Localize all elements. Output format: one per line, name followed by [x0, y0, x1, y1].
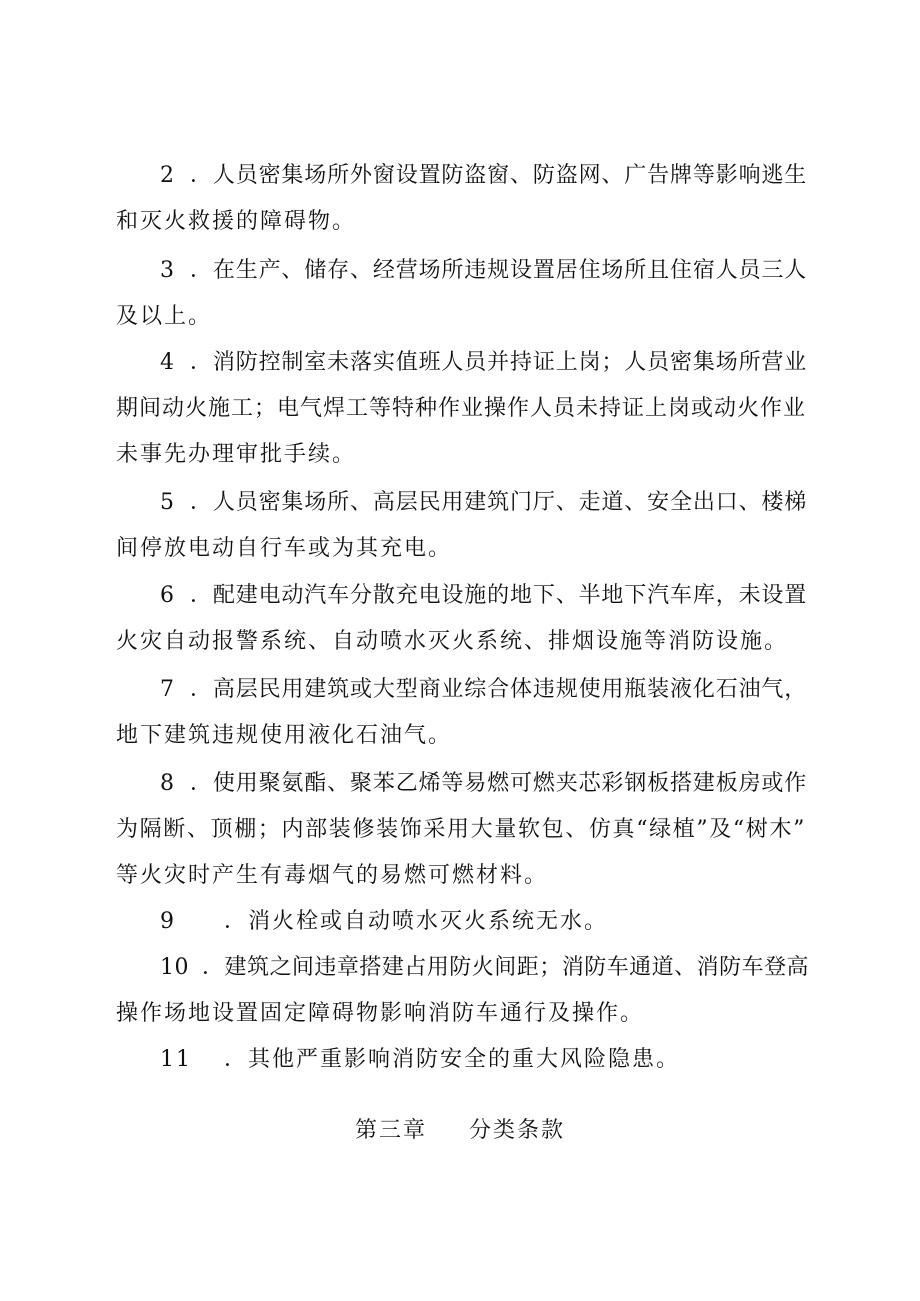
item-number: 10 [160, 955, 189, 980]
chapter-title: 分类条款 [469, 1118, 566, 1143]
text-line [116, 573, 806, 619]
chapter-number: 第三章 [354, 1118, 427, 1143]
item-number: 2 [160, 163, 175, 188]
text-line [116, 667, 806, 713]
list-item-8 [116, 761, 806, 899]
item-number: 9 [160, 909, 176, 934]
list-item-11 [116, 1037, 806, 1083]
item-text: ．消防控制室未落实值班人员并持证上岗；人员密集场所营业 [190, 350, 808, 375]
item-number: 5 [160, 490, 175, 515]
text-line: 及以上。 [116, 304, 213, 329]
item-number: 3 [160, 258, 175, 283]
list-item-10 [116, 945, 810, 1037]
text-line: 地下建筑违规使用液化石油气。 [116, 723, 453, 748]
text-line: 等火灾时产生有毒烟气的易燃可燃材料。 [116, 863, 549, 888]
item-number: 4 [160, 350, 175, 375]
text-line [116, 480, 806, 526]
item-text: ．建筑之间违章搭建占用防火间距；消防车通道、消防车登高 [202, 955, 810, 980]
text-line [116, 248, 806, 294]
list-item-7 [116, 667, 806, 759]
list-item-3 [116, 248, 806, 340]
text-line [116, 761, 806, 807]
text-line: 操作场地设置固定障碍物影响消防车通行及操作。 [116, 1001, 645, 1026]
text-line: 火灾自动报警系统、自动喷水灭火系统、排烟设施等消防设施。 [116, 629, 789, 654]
text-line: 间停放电动自行车或为其充电。 [116, 536, 453, 561]
text-line: 和灭火救援的障碍物。 [116, 209, 357, 234]
item-number: 8 [160, 771, 175, 796]
list-item-9 [116, 899, 806, 945]
list-item-6 [116, 573, 806, 665]
text-line: 期间动火施工；电气焊工等特种作业操作人员未持证上岗或动火作业 [116, 396, 807, 421]
text-line [116, 340, 806, 386]
item-text: ．其他严重影响消防安全的重大风险隐患。 [224, 1047, 681, 1072]
list-item-2 [116, 153, 806, 245]
list-item-4 [116, 340, 806, 478]
item-text: ．使用聚氨酯、聚苯乙烯等易燃可燃夹芯彩钢板搭建板房或作 [190, 771, 808, 796]
item-text: ．在生产、储存、经营场所违规设置居住场所且住宿人员三人 [190, 258, 808, 283]
item-text: ．消火栓或自动喷水灭火系统无水。 [224, 909, 609, 934]
text-line: 为隔断、顶棚；内部装修装饰采用大量软包、仿真“绿植”及“树木” [116, 817, 806, 842]
text-line [116, 1037, 806, 1083]
item-number: 7 [160, 677, 175, 702]
item-text: ．配建电动汽车分散充电设施的地下、半地下汽车库，未设置 [190, 583, 808, 608]
item-text: ．人员密集场所、高层民用建筑门厅、走道、安全出口、楼梯 [190, 490, 808, 515]
item-number: 6 [160, 583, 175, 608]
item-number: 11 [160, 1047, 192, 1072]
item-text: ．高层民用建筑或大型商业综合体违规使用瓶装液化石油气， [190, 677, 808, 702]
text-line [116, 153, 806, 199]
item-text: ．人员密集场所外窗设置防盗窗、防盗网、广告牌等影响逃生 [190, 163, 808, 188]
list-item-5 [116, 480, 806, 572]
chapter-heading [0, 1113, 920, 1144]
text-line [116, 945, 810, 991]
text-line: 未事先办理审批手续。 [116, 442, 357, 467]
text-line [116, 899, 806, 945]
